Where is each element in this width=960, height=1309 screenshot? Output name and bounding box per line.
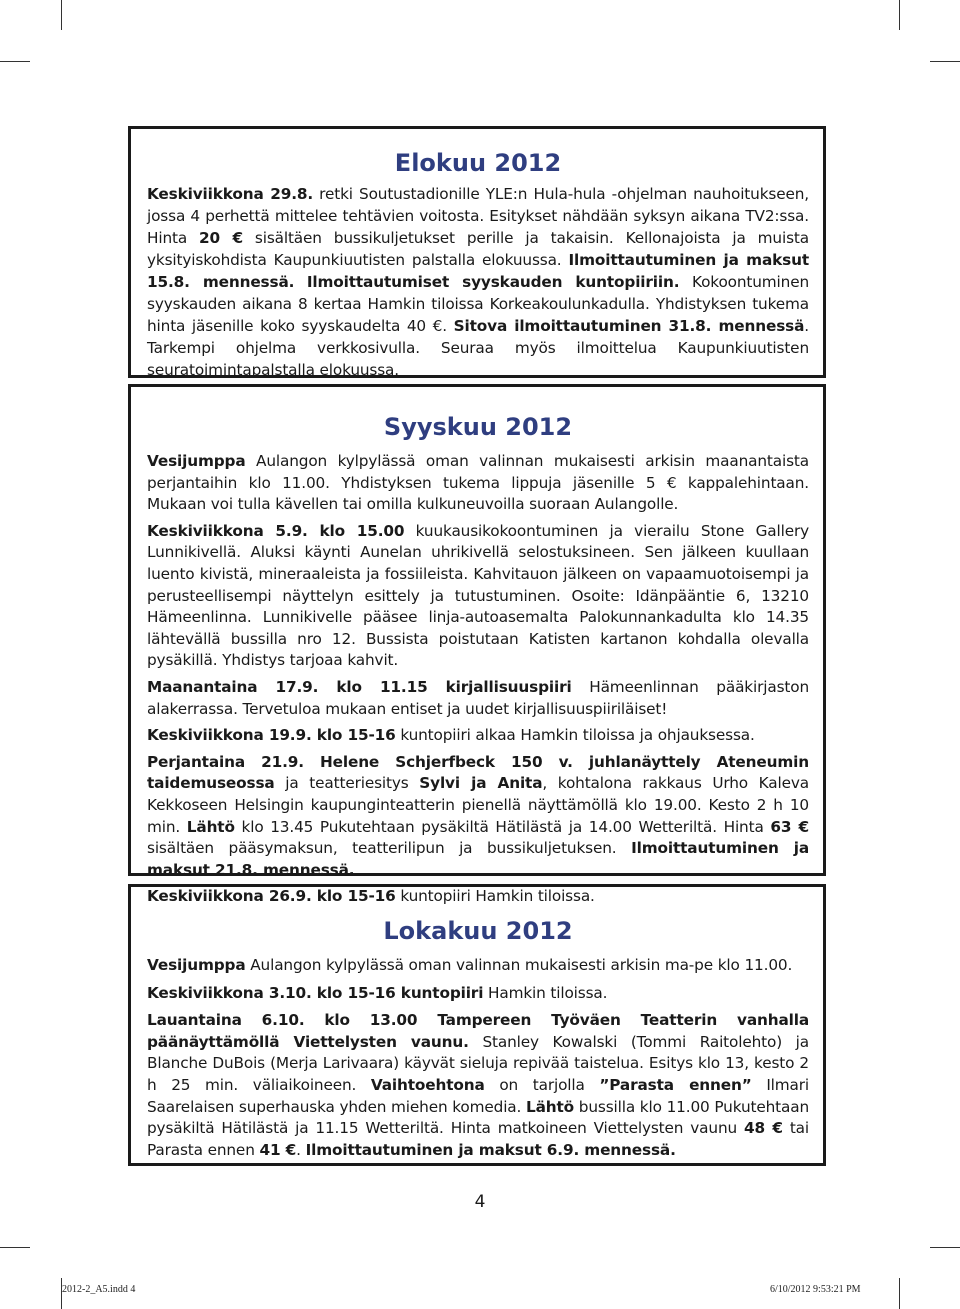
body-text: Kokoontuminen syyskauden aikana 8 kertaa Hamkin tiloissa Korkeakoulunkadulla. Yhdistyksen tukema hinta jäsenille koko syyskaudelta 40 €.: [147, 273, 809, 335]
bold-text: Lauantaina 6.10. klo 13.00 Tampereen Työväen Teatterin vanhalla päänäyttämöllä Viettelysten vaunu.: [147, 1011, 809, 1051]
body-text: kuukausikokoontuminen ja vierailu Stone Gallery Lunnikivellä. Aluksi käynti Aunelan uhrikivellä selostuksineen. Sen jälkeen kuullaan luento kivistä, mineraaleista ja fossiileista. Kahvitauon jälkeen on vapaamuotoisempi ja perusteellisempi näyttelyn esittely ja tutustuminen. Osoite: Idänpääntie 6, 13210 Hämeenlinna. Lunnikivelle pääsee linja-autoasemalta Palokunnankadulta klo 14.35 lähtevällä bussilla nro 12. Bussista poistutaan Katisten kartanon kohdalla olevalla pysäkillä. Yhdistys tarjoaa kahvit.: [147, 521, 809, 670]
body-text: .: [296, 1140, 306, 1159]
body-text: Stanley Kowalski (Tommi Raitolehto) ja Blanche DuBois (Merja Larivaara) käyvät sieluja repivää taistelua. Esitys klo 13, kesto 2 h 25 min. väliaikoineen.: [147, 1032, 809, 1094]
crop-mark: [899, 1278, 900, 1309]
body-text: Aulangon kylpylässä oman valinnan mukaisesti arkisin ma-pe klo 11.00.: [245, 956, 793, 974]
event-paragraph: [147, 183, 809, 381]
bold-text: 48 €: [743, 1119, 783, 1138]
body-text: Aulangon kylpylässä oman valinnan mukaisesti arkisin maanantaista perjantaihin klo 11.00. Yhdistyksen tukema lippuja jäsenille 5 € kappalehintaan. Mukaan voi tulla kävellen tai omilla kulkuneuvoilla suoraan Aulangolle.: [147, 452, 809, 514]
body-text: kuntopiiri Hamkin tiloissa.: [395, 887, 595, 906]
section-box-elokuu: [128, 126, 826, 378]
event-paragraph: [147, 677, 809, 720]
bold-text: 20 €: [199, 229, 243, 247]
bold-text: 63 €: [770, 817, 809, 836]
section-title: Lokakuu 2012: [383, 917, 573, 945]
event-paragraph: [147, 451, 809, 516]
slug-file: 2012-2_A5.indd 4: [62, 1284, 136, 1295]
crop-mark: [899, 0, 900, 30]
body-text: bussilla klo 11.00 Pukutehtaan pysäkiltä Hätilästä ja 11.15 Wetteriltä. Hinta matkoineen Viettelysten vaunu: [147, 1097, 809, 1138]
bold-text: Keskiviikkona 19.9. klo 15-16: [147, 726, 396, 745]
page-number: 4: [474, 1192, 486, 1212]
bold-text: Ilmoittautuminen ja maksut 15.8. mennessä.: [147, 251, 809, 291]
bold-text: Ilmoittautuminen ja maksut 21.8. mennessä.: [147, 839, 809, 879]
event-paragraph: [147, 983, 809, 1005]
section-box-syyskuu: [128, 384, 826, 906]
body-text: ja teatteriesitys: [274, 774, 420, 793]
bold-text: 41 €: [259, 1140, 297, 1159]
body-text: [294, 273, 307, 291]
body-text: sisältäen bussikuljetukset perille ja takaisin. Kellonajoista ja muista yksityiskohdista Kaupunkiuutisten palstalla elokuussa.: [147, 229, 809, 269]
event-paragraph: [147, 521, 809, 672]
crop-mark: [930, 61, 960, 62]
section-box-lokakuu: [128, 884, 826, 1166]
bold-text: Keskiviikkona 26.9. klo 15-16: [147, 887, 396, 906]
bold-text: Ilmoittautuminen ja maksut 6.9. mennessä.: [305, 1140, 676, 1159]
body-text: Hamkin tiloissa.: [483, 983, 608, 1002]
crop-mark: [61, 0, 62, 30]
bold-text: Lähtö: [186, 817, 235, 836]
body-text: , kohtalona rakkaus Urho Kaleva Kekkoseen Helsingin kaupunginteatterin pienellä näyttämöllä klo 19.00. Kesto 2 h 10 min.: [147, 774, 809, 836]
event-paragraph: [147, 1010, 809, 1161]
bold-text: Maanantaina 17.9. klo 11.15 kirjallisuuspiiri: [147, 677, 572, 696]
bold-text: Vesijumppa: [147, 452, 246, 470]
body-text: tai Parasta ennen: [147, 1119, 809, 1159]
body-text: . Tarkempi ohjelma verkkosivulla. Seuraa myös ilmoittelua Kaupunkiuutisten seuratoimintapalstalla elokuussa.: [147, 317, 809, 379]
body-text: kuntopiiri alkaa Hamkin tiloissa ja ohjauksessa.: [395, 726, 755, 745]
event-paragraph: [147, 752, 809, 882]
bold-text: Ilmoittautumiset syyskauden kuntopiiriin.: [306, 273, 680, 291]
bold-text: Sylvi ja Anita: [419, 774, 543, 793]
crop-mark: [930, 1247, 960, 1248]
body-text: Ilmari Saarelaisen superhauska yhden miehen komedia.: [147, 1075, 809, 1116]
crop-mark: [0, 1247, 30, 1248]
bold-text: Vesijumppa: [147, 956, 246, 974]
bold-text: Vaihtoehtona: [370, 1075, 485, 1094]
bold-text: Keskiviikkona 5.9. klo 15.00: [147, 521, 405, 540]
bold-text: Lähtö: [526, 1097, 575, 1116]
body-text: Hämeenlinnan pääkirjaston alakerrassa. Tervetuloa mukaan entiset ja uudet kirjallisuuspiiriläiset!: [147, 677, 809, 718]
slug-timestamp: 6/10/2012 9:53:21 PM: [770, 1284, 861, 1295]
event-paragraph: [147, 725, 809, 747]
bold-text: Perjantaina 21.9. Helene Schjerfbeck 150 v. juhlanäyttely Ateneumin taidemuseossa: [147, 752, 809, 793]
body-text: sisältäen pääsymaksun, teatterilipun ja bussikuljetuksen.: [147, 839, 632, 858]
bold-text: Keskiviikkona 29.8.: [147, 185, 314, 203]
body-text: retki Soutustadionille YLE:n Hula-hula -ohjelman nauhoitukseen, jossa 4 perhettä mittelee tehtävien voitosta. Esitykset nähdään syksyn aikana TV2:ssa. Hinta: [147, 185, 809, 247]
section-title: Syyskuu 2012: [383, 413, 573, 441]
body-text: klo 13.45 Pukutehtaan pysäkiltä Hätilästä ja 14.00 Wetteriltä. Hinta: [234, 817, 771, 836]
bold-text: Sitova ilmoittautuminen 31.8. mennessä: [453, 317, 805, 335]
bold-text: ”Parasta ennen”: [599, 1075, 752, 1094]
bold-text: Keskiviikkona 3.10. klo 15-16 kuntopiiri: [147, 983, 484, 1002]
body-text: on tarjolla: [484, 1075, 600, 1094]
section-title: Elokuu 2012: [394, 149, 562, 177]
crop-mark: [0, 61, 30, 62]
event-paragraph: [147, 955, 809, 977]
